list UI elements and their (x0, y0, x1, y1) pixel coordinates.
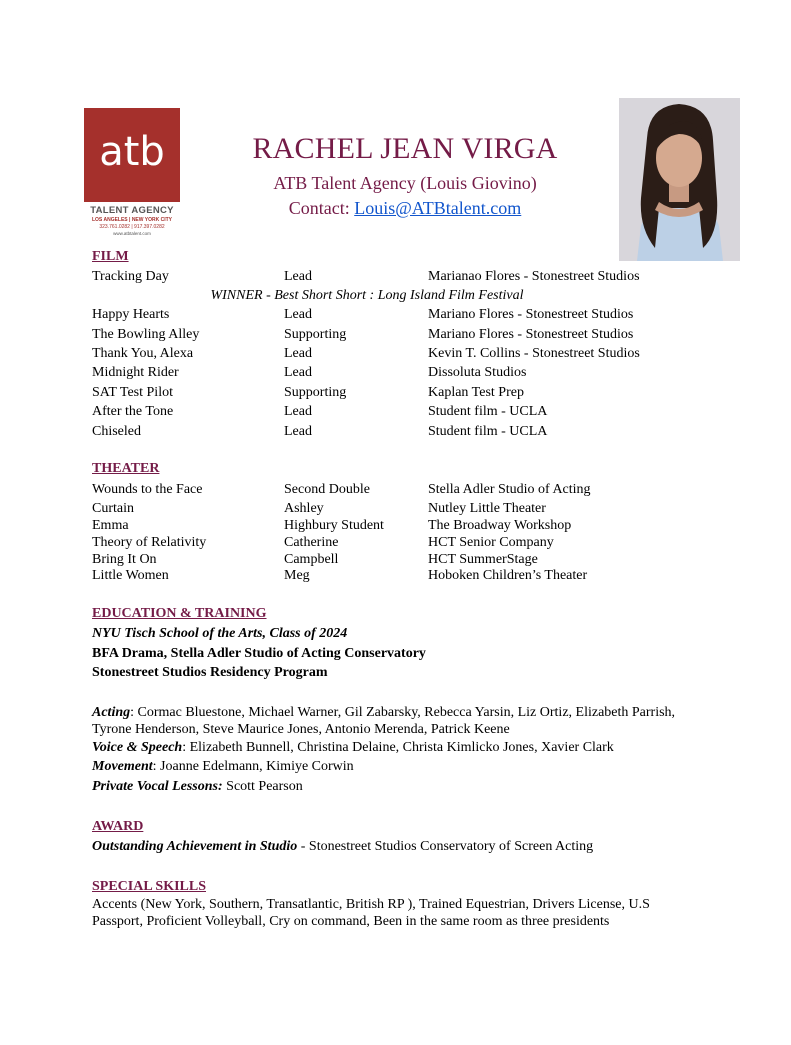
theater-row (0, 518, 791, 536)
film-row (0, 346, 791, 364)
theater-company: HCT Senior Company (428, 535, 554, 550)
theater-company: The Broadway Workshop (428, 518, 572, 533)
training-acting (92, 704, 712, 738)
logo-cities: LOS ANGELES | NEW YORK CITY (91, 217, 173, 223)
film-row (0, 307, 791, 325)
theater-title: Little Women (92, 568, 169, 583)
contact-label: Contact: (288, 198, 355, 218)
film-title: Chiseled (92, 424, 141, 439)
film-company: Dissoluta Studios (428, 365, 527, 380)
actor-name: RACHEL JEAN VIRGA (252, 132, 558, 165)
theater-row (0, 482, 791, 500)
training-voice-text: : Elizabeth Bunnell, Christina Delaine, Christa Kimlicko Jones, Xavier Clark (182, 740, 614, 755)
film-title: Midnight Rider (92, 365, 179, 380)
logo-letters: atb (99, 129, 165, 175)
training-vocal (92, 779, 303, 795)
film-company: Marianao Flores - Stonestreet Studios (428, 269, 640, 284)
logo-phones: 323.761.0282 | 917.397.0282 (99, 224, 165, 230)
film-award-note: WINNER - Best Short Short : Long Island Film Festival (210, 288, 524, 303)
theater-row (0, 535, 791, 553)
theater-company: Hoboken Children’s Theater (428, 568, 588, 583)
theater-role: Ashley (284, 501, 324, 516)
theater-row (0, 501, 791, 519)
theater-role: Highbury Student (284, 518, 384, 533)
training-acting-text: : Cormac Bluestone, Michael Warner, Gil Zabarsky, Rebecca Yarsin, Liz Ortiz, Elizabeth Parrish, Tyrone Henderson, Steve Maurice Jones, Antonio Merenda, Patrick Keene (92, 705, 676, 737)
training-movement (92, 759, 354, 775)
theater-role: Campbell (284, 552, 339, 567)
film-title: The Bowling Alley (92, 327, 200, 342)
logo-website: www.atbtalent.com (113, 231, 151, 236)
film-role: Lead (284, 307, 312, 322)
contact-line (230, 198, 580, 219)
contact-email-link[interactable]: Louis@ATBtalent.com (354, 198, 522, 218)
training-vocal-text: Scott Pearson (222, 779, 303, 794)
theater-title: Emma (92, 518, 129, 533)
film-company: Kaplan Test Prep (428, 385, 524, 400)
film-role: Lead (284, 424, 312, 439)
theater-row (0, 568, 791, 586)
theater-title: Theory of Relativity (92, 535, 207, 550)
agency-line: ATB Talent Agency (Louis Giovino) (273, 173, 537, 193)
film-role: Lead (284, 346, 312, 361)
film-row (0, 424, 791, 442)
film-heading: FILM (92, 249, 129, 264)
film-row (0, 327, 791, 345)
award-heading: AWARD (92, 819, 144, 834)
film-company: Kevin T. Collins - Stonestreet Studios (428, 346, 640, 361)
training-movement-text: : Joanne Edelmann, Kimiye Corwin (152, 759, 354, 774)
award-entry (92, 839, 593, 855)
theater-title: Bring It On (92, 552, 157, 567)
education-residency: Stonestreet Studios Residency Program (92, 665, 328, 680)
film-title: After the Tone (92, 404, 174, 419)
education-school: NYU Tisch School of the Arts, Class of 2024 (92, 626, 348, 641)
film-row (0, 269, 791, 287)
theater-title: Wounds to the Face (92, 482, 203, 497)
theater-role: Meg (284, 568, 310, 583)
theater-role: Catherine (284, 535, 339, 550)
award-title: Outstanding Achievement in Studio (92, 839, 298, 854)
film-role: Supporting (284, 327, 347, 342)
theater-heading: THEATER (92, 461, 160, 476)
training-vocal-label: Private Vocal Lessons: (92, 779, 223, 794)
award-detail: - Stonestreet Studios Conservatory of Screen Acting (297, 839, 594, 854)
film-company: Mariano Flores - Stonestreet Studios (428, 307, 634, 322)
skills-text: Accents (New York, Southern, Transatlantic, British RP ), Trained Equestrian, Drivers License, U.S Passport, Proficient Volleyball, Cry on command, Been in the same room as three presidents (92, 897, 650, 929)
film-role: Lead (284, 365, 312, 380)
film-title: Happy Hearts (92, 307, 170, 322)
skills-heading: SPECIAL SKILLS (92, 879, 206, 894)
agency-logo (84, 108, 180, 236)
film-company: Student film - UCLA (428, 424, 548, 439)
education-heading: EDUCATION & TRAINING (92, 606, 267, 621)
film-role: Lead (284, 404, 312, 419)
film-role: Supporting (284, 385, 347, 400)
training-movement-label: Movement (92, 759, 153, 774)
film-row (0, 365, 791, 383)
film-company: Student film - UCLA (428, 404, 548, 419)
theater-company: Stella Adler Studio of Acting (428, 482, 591, 497)
training-voice (92, 740, 614, 756)
film-row (0, 404, 791, 422)
film-row (0, 385, 791, 403)
theater-company: Nutley Little Theater (428, 501, 546, 516)
film-company: Mariano Flores - Stonestreet Studios (428, 327, 634, 342)
headshot-photo (619, 98, 740, 261)
theater-company: HCT SummerStage (428, 552, 538, 567)
logo-box (84, 108, 180, 202)
film-role: Lead (284, 269, 312, 284)
film-title: Tracking Day (92, 269, 169, 284)
film-title: SAT Test Pilot (92, 385, 173, 400)
theater-role: Second Double (284, 482, 370, 497)
education-degree: BFA Drama, Stella Adler Studio of Acting Conservatory (92, 646, 426, 661)
theater-title: Curtain (92, 501, 134, 516)
logo-name: TALENT AGENCY (90, 205, 174, 216)
training-acting-label: Acting (92, 705, 131, 720)
film-title: Thank You, Alexa (92, 346, 194, 361)
headshot-illustration (619, 98, 740, 261)
training-voice-label: Voice & Speech (92, 740, 183, 755)
